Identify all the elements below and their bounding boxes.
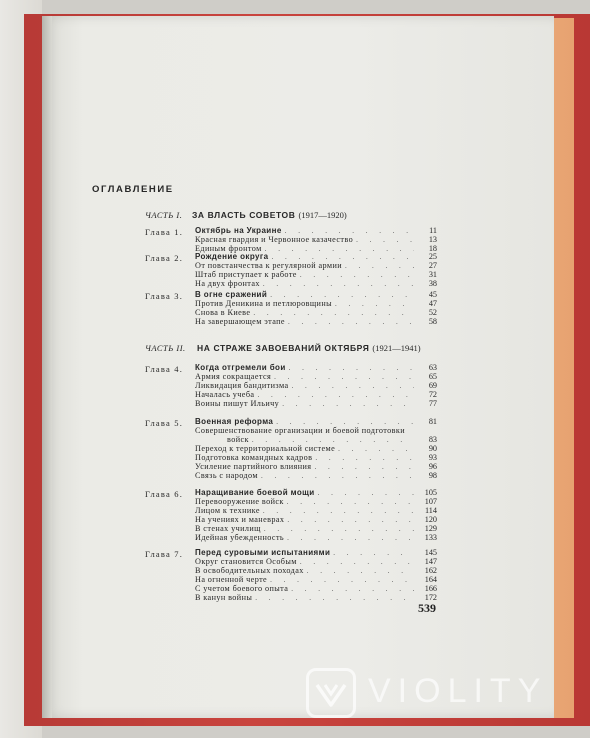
toc-row-title: С учетом боевого опыта [195,584,289,594]
toc-row-page: 72 [428,390,437,400]
toc-row-page: 133 [424,533,437,543]
toc-row-title: Воины пишут Ильичу [195,399,280,409]
toc-row [195,399,437,409]
toc-heading: ОГЛАВЛЕНИЕ [92,184,174,195]
toc-row-title: Связь с народом [195,471,258,481]
toc-row-page: 145 [424,548,437,557]
toc-row-title: Совершенствование организации и боевой подготовки [195,426,406,436]
chapter-label: Глава 7. [145,549,184,559]
toc-row [195,317,437,327]
dot-leader [261,471,414,481]
part-title [192,210,347,220]
page-number: 539 [418,601,436,615]
toc-row-title: В канун войны [195,593,253,603]
dot-leader [263,279,414,289]
toc-row-title: На двух фронтах [195,279,260,289]
toc-row-title: Ликвидация бандитизма [195,381,289,391]
toc-row-page: 25 [428,252,437,261]
toc-row-page: 18 [428,244,437,254]
toc-row-title: Усиление партийного влияния [195,462,312,472]
toc-row-title: Красная гвардия и Червонное казачество [195,235,354,245]
toc-row-page: 81 [428,417,437,426]
toc-row-page: 47 [428,299,437,309]
toc-row-title: Снова в Киеве [195,308,251,318]
toc-row-title: Подготовка командных кадров [195,453,313,463]
toc-row-page: 27 [428,261,437,271]
toc-row-title: Наращивание боевой мощи [195,488,315,497]
toc-row-title: Перед суровыми испытаниями [195,548,331,557]
toc-row-title: войск [227,435,249,445]
toc-row-page: 93 [428,453,437,463]
part-heading [145,210,347,220]
toc-row-page: 98 [428,471,437,481]
toc-row-page: 77 [428,399,437,409]
toc-row [195,533,437,543]
part-title-text: ЗА ВЛАСТЬ СОВЕТОВ [192,210,296,220]
toc-row-title: Когда отгремели бои [195,363,286,372]
watermark [306,668,580,720]
toc-row-title: Единым фронтом [195,244,262,254]
toc-row [195,471,437,481]
toc-row-title: В освободительных походах [195,566,304,576]
toc-row-title: Штаб приступает к работе [195,270,297,280]
toc-row-title: Переход к территориальной системе [195,444,336,454]
toc-row-page: 83 [428,435,437,445]
toc-row-page: 52 [428,308,437,318]
toc-row [195,279,437,289]
part-title-text: НА СТРАЖЕ ЗАВОЕВАНИЙ ОКТЯБРЯ [197,343,370,353]
toc-row-title: Рождение округа [195,252,269,261]
toc-row-title: Округ становится Особым [195,557,297,567]
toc-row-title: Октябрь на Украине [195,226,282,235]
violity-logo-icon [315,679,347,709]
toc-row-page: 45 [428,290,437,299]
toc-row-title: Лицом к технике [195,506,260,516]
toc-row-title: Против Деникина и петлюровщины [195,299,333,309]
toc-row-page: 162 [424,566,437,576]
toc-row-title: Перевооружение войск [195,497,284,507]
part-number: ЧАСТЬ I. [145,210,183,220]
toc-row-page: 147 [424,557,437,567]
toc-row-page: 13 [428,235,437,245]
toc-row-title: На завершающем этапе [195,317,285,327]
toc-row-page: 172 [424,593,437,603]
toc-row-page: 65 [428,372,437,382]
chapter-label: Глава 1. [145,227,184,237]
watermark-logo [306,668,356,718]
toc-row-title: Началась учеба [195,390,255,400]
toc-row-page: 69 [428,381,437,391]
toc-row [195,593,437,603]
toc-row-page: 96 [428,462,437,472]
toc-row-title: От повстанчества к регулярной армии [195,261,343,271]
toc-row-page: 114 [425,506,437,516]
toc-row-page: 38 [428,279,437,289]
watermark-text: VIOLITY [368,672,548,710]
part-title [197,343,421,353]
part-number: ЧАСТЬ II. [145,343,186,353]
chapter-label: Глава 4. [145,364,184,374]
toc-row-page: 129 [424,524,437,534]
toc-row-page: 63 [428,363,437,372]
toc-row-title: На учениях и маневрах [195,515,285,525]
toc-row-title: В огне сражений [195,290,268,299]
toc-row-page: 107 [424,497,437,507]
chapter-label: Глава 3. [145,291,184,301]
toc-row-page: 58 [428,317,437,327]
toc-row-page: 31 [428,270,437,280]
toc-row-page: 166 [424,584,437,594]
toc-row-title: На огненной черте [195,575,268,585]
part-heading [145,343,421,353]
chapter-label: Глава 5. [145,418,184,428]
part-years: (1921—1941) [372,343,421,353]
toc-row-title: Армия сокращается [195,372,272,382]
dot-leader [287,533,414,543]
part-years: (1917—1920) [298,210,347,220]
chapter-label: Глава 2. [145,253,184,263]
toc-row-page: 105 [424,488,437,497]
dot-leader [255,593,414,603]
toc-row-page: 90 [428,444,437,454]
toc-row-page: 11 [429,226,437,235]
dot-leader [282,399,414,409]
toc-row-title: Идейная убежденность [195,533,285,543]
dot-leader [288,317,414,327]
toc-row-page: 120 [424,515,437,525]
toc-row-page: 164 [424,575,437,585]
toc-row-title: В стенах училищ [195,524,261,534]
chapter-label: Глава 6. [145,489,184,499]
toc-row-title: Военная реформа [195,417,274,426]
